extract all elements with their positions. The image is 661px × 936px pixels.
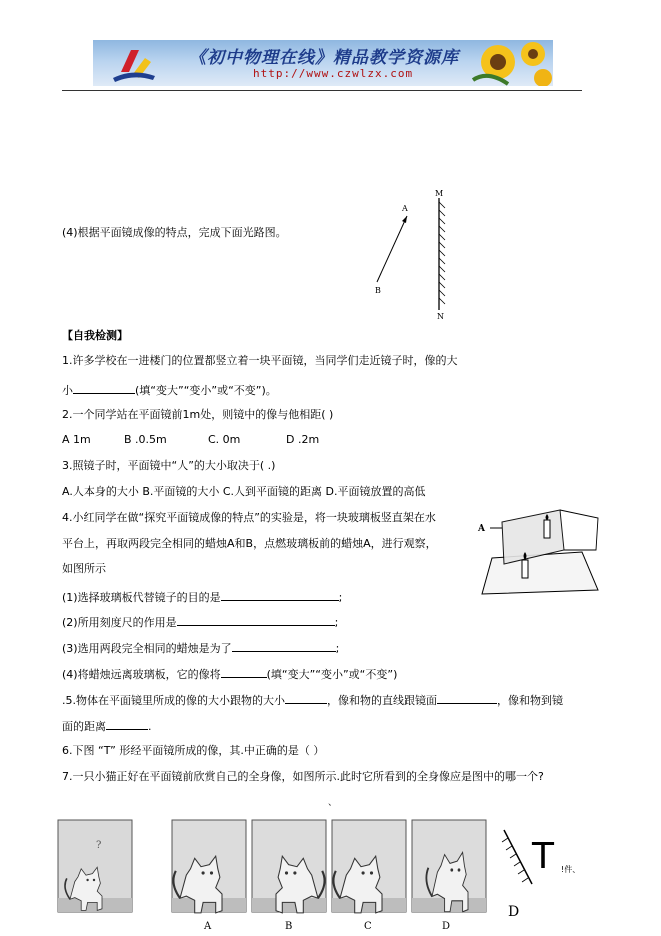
q4-line3: 如图所示 [62,562,106,575]
q4-sub4: (4)将蜡烛远离玻璃板，它的像将 (填“变大”“变小”或“不变”) [62,668,398,681]
caption-b: B [285,921,293,932]
caption-c: C [364,921,372,932]
q2-option-c: C. 0m [208,433,241,446]
q5-line1: .5.物体在平面镜里所成的像的大小跟物的大小 ，像和物的直线跟镜面 ，像和物到镜 [62,694,563,707]
q1-pre: 小 [62,384,73,397]
banner-title: 《初中物理在线》精品教学资源库 [189,48,459,68]
label-n: N [437,312,444,321]
q5-blank1[interactable] [285,692,327,704]
q5-blank3[interactable] [106,718,148,730]
q5-line2: 面的距离 . [62,720,152,733]
q4-line2: 平台上，再取两段完全相同的蜡烛A和B，点燃玻璃板前的蜡烛A，进行观察， [62,537,437,550]
q4-sub4-blank[interactable] [221,666,267,678]
q2-option-b: B .0.5m [124,433,167,446]
q3: 3.照镜子时，平面镜中“人”的大小取决于( .) [62,459,276,472]
candle-experiment-figure [474,502,600,598]
q4-line1: 4.小红同学在做“探究平面镜成像的特点”的实验是，将一块玻璃板竖直架在水 [62,511,436,524]
header-rule [62,90,582,91]
q1-line1: 1.许多学校在一进楼门的位置都竖立着一块平面镜，当同学们走近镜子时，像的大 [62,354,458,367]
q4-sub2: (2)所用刻度尺的作用是 ; [62,616,339,629]
q4-sub3: (3)选用两段完全相同的蜡烛是为了 ; [62,642,340,655]
q5-blank2[interactable] [437,692,497,704]
q4-sub2-blank[interactable] [177,614,335,626]
label-m: M [435,189,444,198]
side-text: !件、 [561,865,581,874]
label-b: B [375,286,381,295]
candle-a-label: A [478,524,485,534]
cat-question-mark: ? [96,840,102,851]
label-a: A [402,204,408,213]
q1-line2 [62,382,277,398]
q6: 6.下图 “T” 形经平面镜所成的像，其.中正确的是（ ） [62,744,325,757]
logo-icon [113,50,155,82]
q2-option-d: D .2m [286,433,320,446]
q3-options: A.人本身的大小 B.平面镜的大小 C.人到平面镜的距离 D.平面镜放置的高低 [62,485,426,498]
q2: 2.一个同学站在平面镜前1m处，则镜中的像与他相距( ) [62,408,334,421]
t-mirror-diagram [502,830,580,920]
banner-url: http://www.czwlzx.com [253,67,414,80]
caption-d: D [442,921,451,932]
q1-blank[interactable] [73,382,135,394]
sunflower-icon [473,42,552,86]
q7: 7.一只小猫正好在平面镜前欣赏自己的全身像，如图所示.此时它所看到的全身像应是图中的哪一个? [62,770,544,783]
cat-mirror-figure [56,812,616,936]
stray-tick: 、 [328,798,338,808]
t-letter: T [532,836,554,877]
header-banner [93,40,553,86]
caption-a: A [204,921,212,932]
q2-options [62,433,319,447]
top-question: (4)根据平面镜成像的特点，完成下面光路图。 [62,226,287,239]
corner-letter: D [508,904,520,920]
mirror-ray-figure [365,186,465,321]
section-title: 【自我检测】 [62,329,128,342]
q4-sub3-blank[interactable] [232,640,336,652]
q1-post: (填“变大”“变小”或“不变”)。 [135,384,277,397]
q2-option-a: A 1m [62,433,91,446]
q4-sub1: (1)选择玻璃板代替镜子的目的是 ; [62,591,343,604]
q4-sub1-blank[interactable] [221,589,339,601]
